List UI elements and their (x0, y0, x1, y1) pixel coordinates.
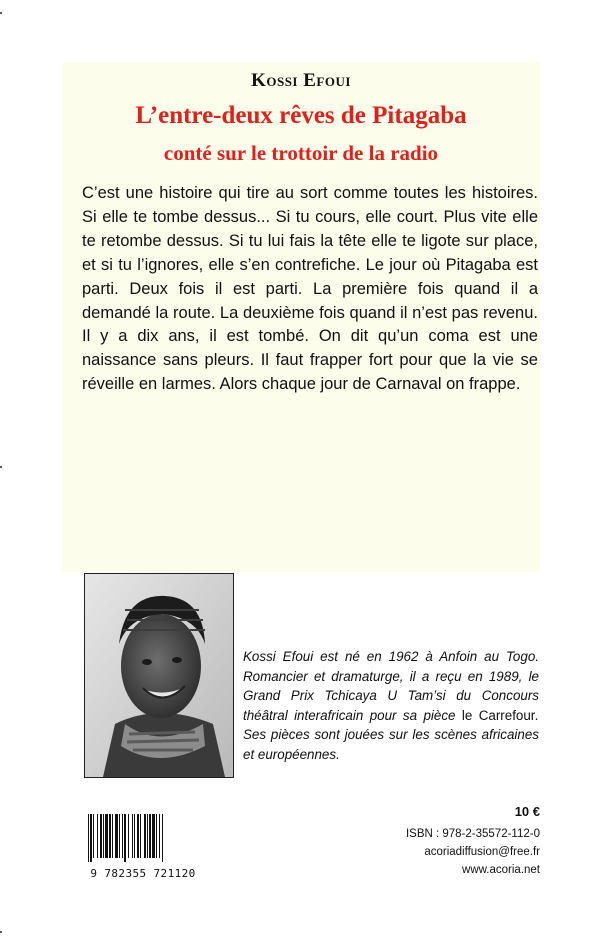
barcode-bar (128, 814, 129, 858)
barcode-bar (90, 814, 92, 862)
isbn-barcode (82, 810, 204, 880)
publisher-info (406, 804, 540, 879)
crop-mark (0, 466, 2, 468)
barcode-bars (82, 810, 204, 866)
barcode-bar (147, 814, 148, 858)
author-bio-text-end: . Ses pièces sont jouées sur les scènes africaines et européennes. (243, 707, 539, 762)
barcode-bar (159, 814, 160, 858)
barcode-bar (140, 814, 141, 858)
author-name: Kossi Efoui (251, 70, 351, 91)
barcode-bar (152, 814, 155, 858)
publisher-website: www.acoria.net (462, 864, 540, 876)
author-photo (84, 573, 234, 778)
book-subtitle: conté sur le trottoir de la radio (163, 141, 439, 165)
barcode-bar (144, 814, 146, 858)
price: 10 € (514, 804, 540, 819)
barcode-bar (134, 814, 135, 858)
barcode-bar (105, 814, 108, 858)
barcode-bar (156, 814, 157, 858)
barcode-bar (132, 814, 133, 858)
book-title: L’entre-deux rêves de Pitagaba (135, 102, 467, 129)
barcode-bar (97, 814, 98, 858)
author-bio-text: Kossi Efoui est né en 1962 à Anfoin au Togo. Romancier et dramaturge, il a reçu en 1989, le Grand Prix Tchicaya U Tam’si du Concours théâtral interafricain pour sa pièce (243, 649, 539, 723)
contact-email: acoriadiffusion@free.fr (424, 846, 540, 858)
cover-text-panel (62, 62, 540, 572)
barcode-bar (124, 814, 126, 862)
barcode-bar (103, 814, 104, 858)
back-cover-blurb: C’est une histoire qui tire au sort comme toutes les histoires. Si elle te tombe dessus... Si tu cours, elle court. Plus vite elle te retombe dessus. Si tu lui fais la tête elle te ligote sur place, et si tu l’ignores, elle s’en contrefiche. Le jour où Pitagaba est parti. Deux fois il est parti. La première fois quand il a demandé la route. La deuxième fois quand il n’est pas revenu. Il y a dix ans, il est tombé. On dit qu’un coma est une naissance sans pleurs. Il faut frapper fort pour que la vie se réveille en larmes. Alors chaque jour de Carnaval on frappe. (82, 184, 538, 394)
barcode-bar (162, 814, 163, 862)
play-title: le Carrefour (461, 707, 536, 723)
barcode-bar (137, 814, 139, 858)
isbn-number: ISBN : 978-2-35572-112-0 (405, 828, 540, 840)
barcode-digits: 9 782355 721120 (90, 867, 196, 880)
barcode-bar (88, 814, 89, 862)
barcode-bar (93, 814, 94, 858)
author-biography (243, 647, 539, 765)
barcode-bar (149, 814, 151, 858)
barcode-bar (112, 814, 113, 858)
barcode-bar (115, 814, 118, 858)
barcode-bar (100, 814, 102, 858)
barcode-bar (109, 814, 111, 858)
barcode-bar (119, 814, 120, 858)
crop-mark (0, 12, 2, 14)
crop-mark (0, 931, 2, 933)
barcode-bar (122, 814, 123, 858)
